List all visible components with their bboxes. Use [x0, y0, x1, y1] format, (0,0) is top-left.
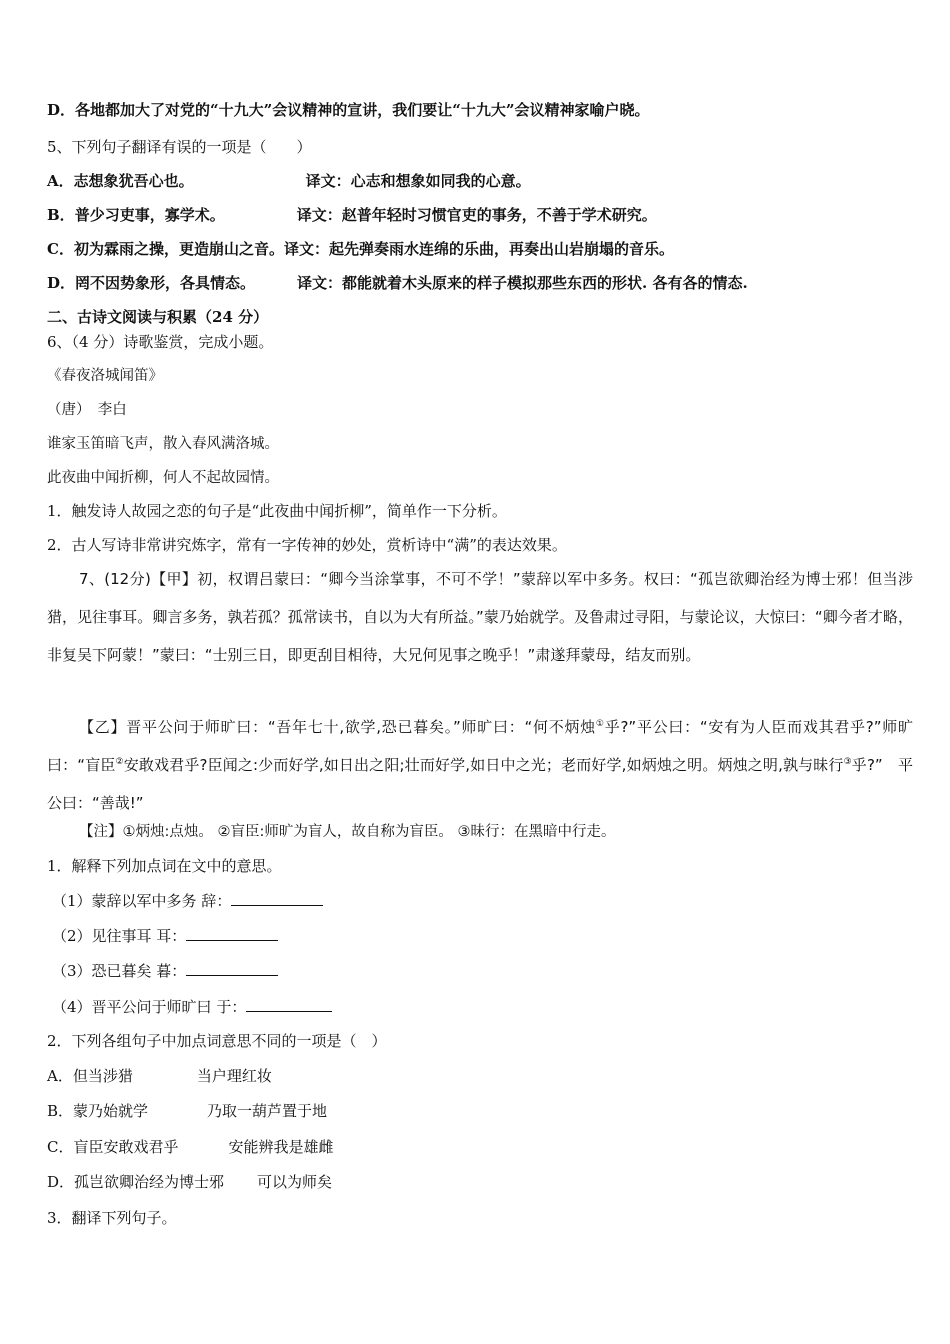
q7-option-c	[47, 1137, 334, 1157]
option-text: 各地都加大了对党的“十九大”会议精神的宣讲，我们要让“十九大”会议精神家喻户晓。	[75, 101, 650, 119]
q5-option-d	[47, 273, 748, 293]
poem-title: 《春夜洛城闻笛》	[47, 368, 163, 384]
answer-blank[interactable]	[231, 890, 323, 906]
answer-blank[interactable]	[186, 925, 278, 941]
passage-note: 【注】①炳烛:点烛。 ②盲臣:师旷为盲人，故自称为盲臣。 ③昧行：在黑暗中行走。	[79, 824, 616, 840]
option-label: C．	[47, 1138, 74, 1156]
option-translation: 译文：起先弹奏雨水连绵的乐曲，再奏出山岩崩塌的音乐。	[283, 240, 674, 258]
passage-yi-text: 乎?”平公曰：“安有为人臣而戏其君乎?”师旷曰：“盲臣	[47, 718, 913, 774]
q6-subquestion-2: 2．古人写诗非常讲究炼字，常有一字传神的妙处，赏析诗中“满”的表达效果。	[47, 536, 567, 554]
q5-stem: 5、下列句子翻译有误的一项是（ ）	[47, 138, 312, 156]
blank-item-text: （3）恐已暮矣 暮：	[52, 962, 187, 980]
option-translation: 译文：赵普年轻时习惯官吏的事务，不善于学术研究。	[296, 206, 657, 224]
answer-blank[interactable]	[186, 960, 278, 976]
passage-yi	[47, 708, 913, 822]
footnote-marker: ②	[115, 757, 124, 767]
q7-option-d	[47, 1172, 332, 1192]
option-label: A．	[47, 1067, 73, 1085]
blank-item-text: （1）蒙辞以军中多务 辞：	[52, 892, 232, 910]
option-label: A．	[47, 172, 74, 190]
option-translation: 译文：都能就着木头原来的样子模拟那些东西的形状. 各有各的情态.	[297, 274, 748, 292]
q5-option-a	[47, 171, 531, 191]
q5-option-b	[47, 205, 657, 225]
blank-item-text: （4）晋平公问于师旷曰 于：	[52, 998, 247, 1016]
option-text: 初为霖雨之操，更造崩山之音。	[73, 240, 284, 258]
option-phrase-b: 当户理红妆	[196, 1067, 272, 1085]
passage-yi-text: 乎?” 平公曰：“善哉!”	[47, 756, 913, 812]
option-phrase-a: 但当涉猎	[72, 1067, 133, 1085]
option-phrase-a: 蒙乃始就学	[73, 1102, 149, 1120]
q7-subquestion-2: 2．下列各组句子中加点词意思不同的一项是（ ）	[47, 1032, 387, 1050]
q7-option-b	[47, 1101, 327, 1121]
blank-item	[52, 960, 278, 981]
option-text: 罔不因势象形，各具情态。	[75, 274, 256, 292]
option-text: 普少习吏事，寡学术。	[74, 206, 225, 224]
q6-subquestion-1: 1．触发诗人故园之恋的句子是“此夜曲中闻折柳”，简单作一下分析。	[47, 502, 507, 520]
q7-option-a	[47, 1066, 272, 1086]
option-label: C．	[47, 240, 74, 258]
footnote-marker: ①	[595, 719, 605, 729]
q7-subquestion-1: 1．解释下列加点词在文中的意思。	[47, 857, 282, 875]
option-text: 志想象犹吾心也。	[73, 172, 194, 190]
option-phrase-b: 安能辨我是雄雌	[228, 1138, 334, 1156]
option-phrase-b: 可以为师矣	[257, 1173, 333, 1191]
q5-option-c	[47, 239, 674, 259]
option-label: B．	[47, 206, 75, 224]
poem-author: （唐） 李白	[47, 402, 127, 418]
q6-stem: 6、（4 分）诗歌鉴赏，完成小题。	[47, 333, 274, 351]
option-label: D．	[47, 274, 76, 292]
footnote-marker: ③	[843, 757, 852, 767]
option-label: D．	[47, 1173, 75, 1191]
option-phrase-a: 孤岂欲卿治经为博士邪	[74, 1173, 225, 1191]
passage-jia: 7、(12分)【甲】初，权谓吕蒙曰：“卿今当涂掌事，不可不学！”蒙辞以军中多务。权曰：“孤岂欲卿治经为博士邪！但当涉猎，见往事耳。卿言多务，孰若孤？孤常读书，自以为大有所益。”蒙乃始就学。及鲁肃过寻阳，与蒙论议，大惊曰：“卿今者才略，非复吴下阿蒙！”蒙曰：“士别三日，即更刮目相待，大兄何见事之晚乎！”肃遂拜蒙母，结友而别。	[47, 570, 913, 664]
blank-item-text: （2）见往事耳 耳：	[52, 927, 187, 945]
option-label: B．	[47, 1102, 74, 1120]
section-title: 二、古诗文阅读与积累（24 分）	[47, 308, 269, 326]
poem-line: 此夜曲中闻折柳，何人不起故园情。	[47, 470, 279, 486]
q7-subquestion-3: 3．翻译下列句子。	[47, 1209, 177, 1227]
option-label: D．	[47, 101, 76, 119]
answer-blank[interactable]	[246, 996, 332, 1012]
blank-item	[52, 890, 323, 911]
blank-item	[52, 996, 332, 1017]
option-phrase-a: 盲臣安敢戏君乎	[73, 1138, 179, 1156]
q4-option-d	[47, 100, 650, 120]
passage-yi-text: 安敢戏君乎?臣闻之:少而好学,如日出之阳;壮而好学,如日中之光；老而好学,如炳烛之明。炳烛之明,孰与昧行	[123, 756, 844, 774]
option-phrase-b: 乃取一葫芦置于地	[207, 1102, 328, 1120]
blank-item	[52, 925, 278, 946]
poem-line: 谁家玉笛暗飞声，散入春风满洛城。	[47, 436, 279, 452]
option-translation: 译文：心志和想象如同我的心意。	[305, 172, 531, 190]
passage-yi-text: 【乙】晋平公问于师旷曰：“吾年七十,欲学,恐已暮矣。”师旷曰：“何不炳烛	[79, 718, 596, 736]
